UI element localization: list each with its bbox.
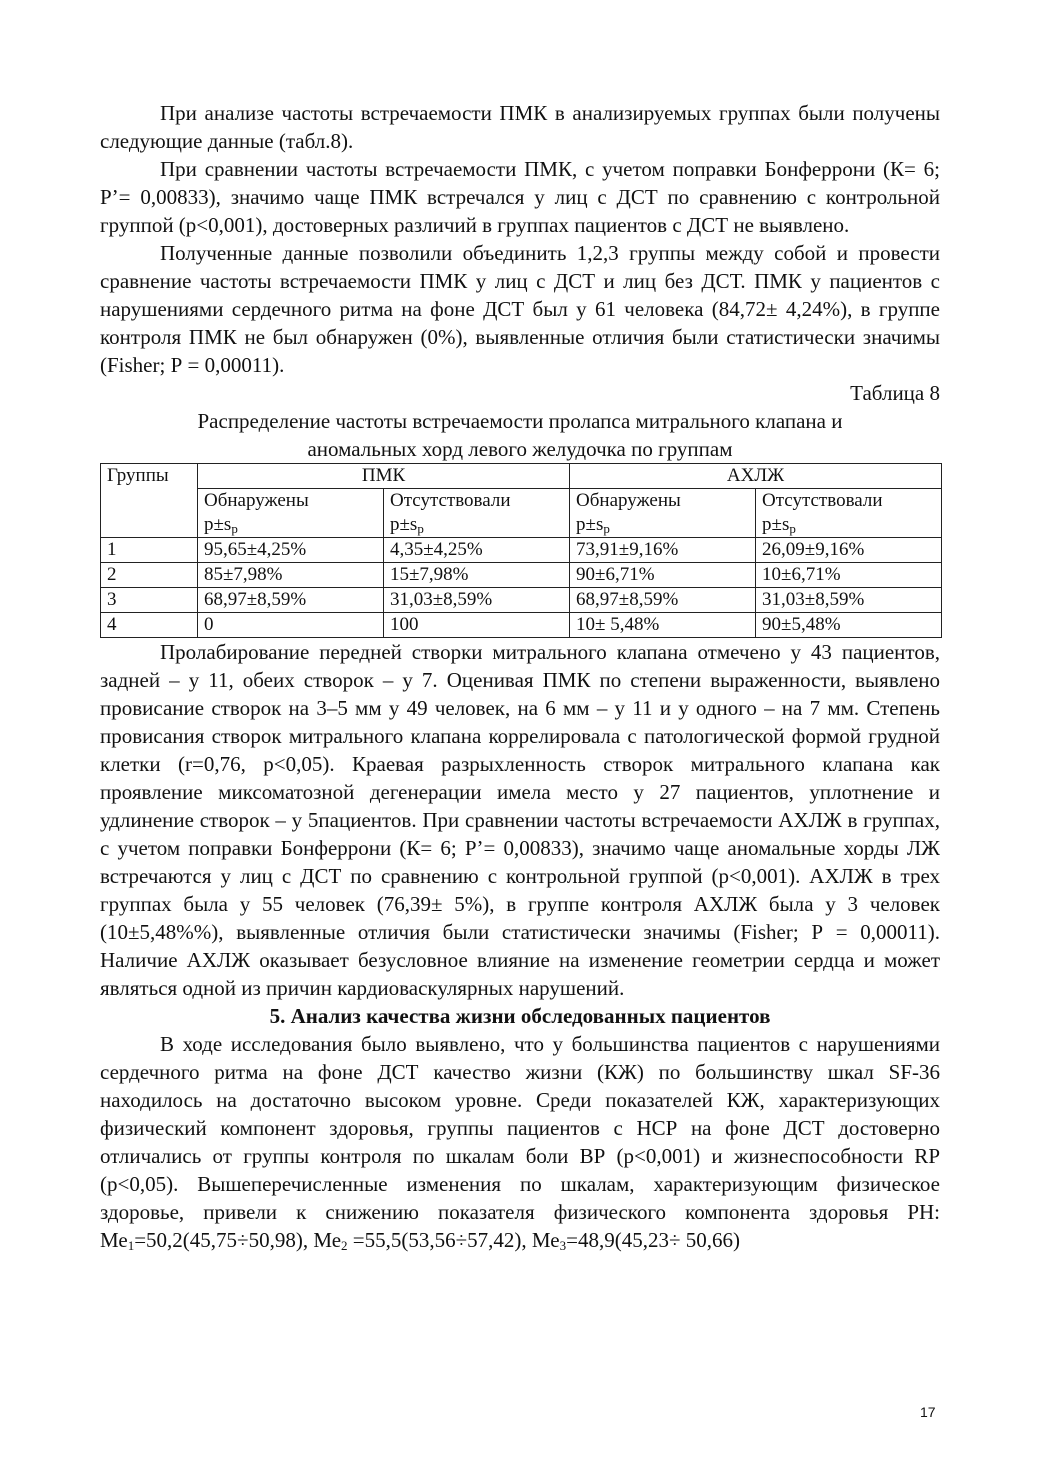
paragraph: В ходе исследования было выявлено, что у большинства пациентов с нарушениями сердечного ритма на фоне ДСТ качество жизни (КЖ) по большинству шкал SF-36 находилось на достаточно высоком уровне. Среди показателей КЖ, характеризующих физический компонент здоровья, группы пациентов с НСР на фоне ДСТ достоверно отличались от группы контроля по шкалам боли ВР (р<0,001) и жизнеспособности RP (р<0,05). Вышеперечисленные изменения по шкалам, характеризующим физическое здоровье, привели к снижению показателя физического компонента здоровья PH: $Ме_1=50,2(45,75\div 50,98)$, $Ме_2 =55,5(53,56\div 57,42)$, $Ме_3=48,9(45,23\div 50,66)$ — [100, 1032, 940, 1253]
table-header-row — [101, 464, 942, 489]
header-absent: Отсутствовали $р\pm s_р$ — [384, 489, 570, 538]
table-cell: 90±6,71% — [570, 563, 756, 588]
table-cell: 0 — [198, 613, 384, 638]
table-caption: аномальных хорд левого желудочка по группам — [307, 437, 733, 461]
paragraph: При сравнении частоты встречаемости ПМК, с учетом поправки Бонферрони (К= 6; Р’= 0,00833), значимо чаще ПМК встречался у лиц с ДСТ по сравнению с контрольной группой (р<0,001), достоверных различий в группах пациентов с ДСТ не выявлено. — [100, 157, 940, 237]
header-found: Обнаружены $р\pm s_р$ — [198, 489, 384, 538]
header-ahlzh: АХЛЖ — [570, 464, 942, 489]
page-number: 17 — [920, 1404, 936, 1420]
table-cell: 85±7,98% — [198, 563, 384, 588]
table-cell: 68,97±8,59% — [198, 588, 384, 613]
table-cell: 1 — [101, 538, 198, 563]
table-cell: 73,91±9,16% — [570, 538, 756, 563]
table-cell: 4 — [101, 613, 198, 638]
header-found: Обнаружены $р\pm s_р$ — [570, 489, 756, 538]
table-cell: 10± 5,48% — [570, 613, 756, 638]
table-row — [101, 613, 942, 638]
table-cell: 26,09±9,16% — [756, 538, 942, 563]
paragraph: Полученные данные позволили объединить 1,2,3 группы между собой и провести сравнение частоты встречаемости ПМК у лиц с ДСТ и лиц без ДСТ. ПМК у пациентов с нарушениями сердечного ритма на фоне ДСТ был у 61 человека (84,72± 4,24%), в группе контроля ПМК не был обнаружен (0%), выявленные отличия были статистически значимы (Fisher; Р = 0,00011). — [100, 241, 940, 377]
table-subheader-row — [101, 489, 942, 538]
table-row — [101, 563, 942, 588]
table-label: Таблица 8 — [850, 381, 940, 405]
table-caption: Распределение частоты встречаемости пролапса митрального клапана и — [197, 409, 843, 433]
paragraph: При анализе частоты встречаемости ПМК в анализируемых группах были получены следующие данные (табл.8). — [100, 101, 940, 153]
table-cell: 3 — [101, 588, 198, 613]
table-row — [101, 588, 942, 613]
table-cell: 31,03±8,59% — [756, 588, 942, 613]
table-cell: 100 — [384, 613, 570, 638]
table-cell: 15±7,98% — [384, 563, 570, 588]
table-cell: 4,35±4,25% — [384, 538, 570, 563]
header-pmk: ПМК — [198, 464, 570, 489]
table-cell: 90±5,48% — [756, 613, 942, 638]
table-cell: 2 — [101, 563, 198, 588]
table-cell: 68,97±8,59% — [570, 588, 756, 613]
section-heading: 5. Анализ качества жизни обследованных пациентов — [269, 1004, 771, 1028]
table-row — [101, 538, 942, 563]
header-groups: Группы — [101, 464, 198, 538]
header-absent: Отсутствовали $р\pm s_р$ — [756, 489, 942, 538]
data-table — [100, 463, 942, 638]
table-cell: 10±6,71% — [756, 563, 942, 588]
table-cell: 31,03±8,59% — [384, 588, 570, 613]
document-page — [100, 99, 940, 1254]
table-cell: 95,65±4,25% — [198, 538, 384, 563]
paragraph: Пролабирование передней створки митрального клапана отмечено у 43 пациентов, задней – у 11, обеих створок – у 7. Оценивая ПМК по степени выраженности, выявлено провисание створок на 3–5 мм у 49 человек, на 6 мм – у 11 и у одного – на 7 мм. Степень провисания створок митрального клапана коррелировала с патологической формой грудной клетки (r=0,76, р<0,05). Краевая разрыхленность створок митрального клапана как проявление миксоматозной дегенерации имела место у 27 пациентов, уплотнение и удлинение створок – у 5пациентов. При сравнении частоты встречаемости АХЛЖ в группах, с учетом поправки Бонферрони (К= 6; Р’= 0,00833), значимо чаще аномальные хорды ЛЖ встречаются у лиц с ДСТ по сравнению с контрольной группой (р<0,001). АХЛЖ в трех группах была у 55 человек (76,39± 5%), в группе контроля АХЛЖ была у 3 человек (10±5,48%%), выявленные отличия были статистически значимы (Fisher; Р = 0,00011). Наличие АХЛЖ оказывает безусловное влияние на изменение геометрии сердца и может являться одной из причин кардиоваскулярных нарушений. — [100, 640, 940, 1000]
